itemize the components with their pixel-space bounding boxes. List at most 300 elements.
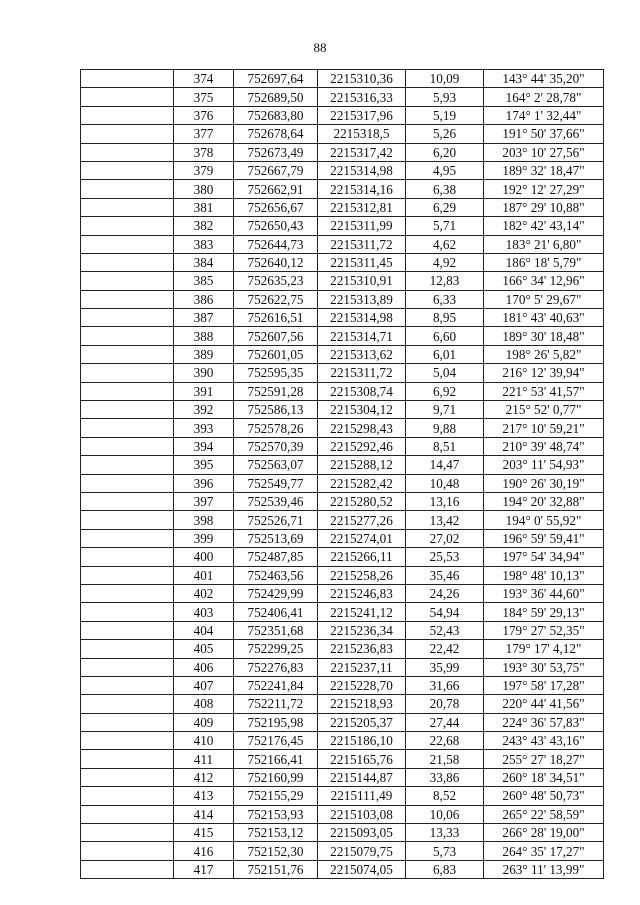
distance-cell: 5,04 [406, 364, 484, 382]
bearing-cell: 194° 0' 55,92" [484, 511, 604, 529]
bearing-cell: 263° 11' 13,99" [484, 860, 604, 878]
y-coordinate-cell: 2215298,43 [318, 419, 406, 437]
x-coordinate-cell: 752549,77 [234, 474, 318, 492]
table-row [81, 272, 604, 290]
distance-cell: 8,51 [406, 437, 484, 455]
bearing-cell: 265° 22' 58,59" [484, 805, 604, 823]
point-number-cell: 378 [174, 143, 234, 161]
point-number-cell: 395 [174, 456, 234, 474]
table-row [81, 603, 604, 621]
y-coordinate-cell: 2215079,75 [318, 842, 406, 860]
bearing-cell: 220° 44' 41,56" [484, 695, 604, 713]
y-coordinate-cell: 2215313,89 [318, 290, 406, 308]
y-coordinate-cell: 2215165,76 [318, 750, 406, 768]
distance-cell: 10,48 [406, 474, 484, 492]
y-coordinate-cell: 2215241,12 [318, 603, 406, 621]
bearing-cell: 197° 54' 34,94" [484, 548, 604, 566]
bearing-cell: 255° 27' 18,27" [484, 750, 604, 768]
x-coordinate-cell: 752166,41 [234, 750, 318, 768]
table-row [81, 327, 604, 345]
point-number-cell: 392 [174, 401, 234, 419]
blank-cell [81, 125, 174, 143]
table-row [81, 345, 604, 363]
blank-cell [81, 492, 174, 510]
bearing-cell: 189° 32' 18,47" [484, 161, 604, 179]
blank-cell [81, 750, 174, 768]
bearing-cell: 215° 52' 0,77" [484, 401, 604, 419]
distance-cell: 8,95 [406, 309, 484, 327]
bearing-cell: 187° 29' 10,88" [484, 198, 604, 216]
point-number-cell: 409 [174, 713, 234, 731]
bearing-cell: 164° 2' 28,78" [484, 88, 604, 106]
blank-cell [81, 603, 174, 621]
blank-cell [81, 309, 174, 327]
table-row [81, 640, 604, 658]
table-row [81, 842, 604, 860]
x-coordinate-cell: 752640,12 [234, 253, 318, 271]
x-coordinate-cell: 752153,12 [234, 824, 318, 842]
point-number-cell: 404 [174, 621, 234, 639]
y-coordinate-cell: 2215314,98 [318, 309, 406, 327]
table-row [81, 511, 604, 529]
x-coordinate-cell: 752591,28 [234, 382, 318, 400]
x-coordinate-cell: 752429,99 [234, 584, 318, 602]
point-number-cell: 402 [174, 584, 234, 602]
blank-cell [81, 253, 174, 271]
blank-cell [81, 640, 174, 658]
y-coordinate-cell: 2215277,26 [318, 511, 406, 529]
table-row [81, 309, 604, 327]
point-number-cell: 417 [174, 860, 234, 878]
bearing-cell: 266° 28' 19,00" [484, 824, 604, 842]
y-coordinate-cell: 2215311,72 [318, 235, 406, 253]
blank-cell [81, 474, 174, 492]
bearing-cell: 203° 10' 27,56" [484, 143, 604, 161]
point-number-cell: 406 [174, 658, 234, 676]
y-coordinate-cell: 2215282,42 [318, 474, 406, 492]
distance-cell: 6,20 [406, 143, 484, 161]
bearing-cell: 184° 59' 29,13" [484, 603, 604, 621]
distance-cell: 5,71 [406, 217, 484, 235]
bearing-cell: 224° 36' 57,83" [484, 713, 604, 731]
page-number: 88 [313, 40, 327, 55]
distance-cell: 25,53 [406, 548, 484, 566]
distance-cell: 5,19 [406, 106, 484, 124]
table-row [81, 824, 604, 842]
blank-cell [81, 732, 174, 750]
blank-cell [81, 345, 174, 363]
bearing-cell: 174° 1' 32,44" [484, 106, 604, 124]
distance-cell: 6,01 [406, 345, 484, 363]
blank-cell [81, 787, 174, 805]
blank-cell [81, 364, 174, 382]
blank-cell [81, 676, 174, 694]
distance-cell: 10,09 [406, 70, 484, 88]
coordinates-table-body [81, 70, 604, 879]
table-row [81, 732, 604, 750]
bearing-cell: 210° 39' 48,74" [484, 437, 604, 455]
blank-cell [81, 584, 174, 602]
y-coordinate-cell: 2215111,49 [318, 787, 406, 805]
blank-cell [81, 180, 174, 198]
y-coordinate-cell: 2215280,52 [318, 492, 406, 510]
x-coordinate-cell: 752152,30 [234, 842, 318, 860]
point-number-cell: 410 [174, 732, 234, 750]
table-row [81, 253, 604, 271]
point-number-cell: 383 [174, 235, 234, 253]
point-number-cell: 396 [174, 474, 234, 492]
x-coordinate-cell: 752673,49 [234, 143, 318, 161]
blank-cell [81, 419, 174, 437]
distance-cell: 52,43 [406, 621, 484, 639]
bearing-cell: 143° 44' 35,20" [484, 70, 604, 88]
table-row [81, 768, 604, 786]
table-row [81, 658, 604, 676]
point-number-cell: 385 [174, 272, 234, 290]
point-number-cell: 397 [174, 492, 234, 510]
point-number-cell: 390 [174, 364, 234, 382]
x-coordinate-cell: 752241,84 [234, 676, 318, 694]
x-coordinate-cell: 752539,46 [234, 492, 318, 510]
blank-cell [81, 106, 174, 124]
bearing-cell: 179° 27' 52,35" [484, 621, 604, 639]
bearing-cell: 191° 50' 37,66" [484, 125, 604, 143]
x-coordinate-cell: 752662,91 [234, 180, 318, 198]
point-number-cell: 399 [174, 529, 234, 547]
y-coordinate-cell: 2215186,10 [318, 732, 406, 750]
blank-cell [81, 824, 174, 842]
x-coordinate-cell: 752406,41 [234, 603, 318, 621]
blank-cell [81, 713, 174, 731]
distance-cell: 6,38 [406, 180, 484, 198]
x-coordinate-cell: 752176,45 [234, 732, 318, 750]
y-coordinate-cell: 2215274,01 [318, 529, 406, 547]
bearing-cell: 203° 11' 54,93" [484, 456, 604, 474]
table-row [81, 290, 604, 308]
x-coordinate-cell: 752635,23 [234, 272, 318, 290]
table-row [81, 548, 604, 566]
blank-cell [81, 456, 174, 474]
point-number-cell: 389 [174, 345, 234, 363]
distance-cell: 13,16 [406, 492, 484, 510]
point-number-cell: 415 [174, 824, 234, 842]
table-row [81, 805, 604, 823]
x-coordinate-cell: 752151,76 [234, 860, 318, 878]
bearing-cell: 217° 10' 59,21" [484, 419, 604, 437]
blank-cell [81, 382, 174, 400]
distance-cell: 14,47 [406, 456, 484, 474]
distance-cell: 8,52 [406, 787, 484, 805]
distance-cell: 35,46 [406, 566, 484, 584]
point-number-cell: 405 [174, 640, 234, 658]
point-number-cell: 388 [174, 327, 234, 345]
y-coordinate-cell: 2215310,36 [318, 70, 406, 88]
y-coordinate-cell: 2215218,93 [318, 695, 406, 713]
blank-cell [81, 805, 174, 823]
distance-cell: 5,73 [406, 842, 484, 860]
bearing-cell: 183° 21' 6,80" [484, 235, 604, 253]
distance-cell: 22,68 [406, 732, 484, 750]
table-row [81, 695, 604, 713]
x-coordinate-cell: 752678,64 [234, 125, 318, 143]
x-coordinate-cell: 752644,73 [234, 235, 318, 253]
point-number-cell: 398 [174, 511, 234, 529]
y-coordinate-cell: 2215093,05 [318, 824, 406, 842]
distance-cell: 6,92 [406, 382, 484, 400]
distance-cell: 22,42 [406, 640, 484, 658]
bearing-cell: 179° 17' 4,12" [484, 640, 604, 658]
x-coordinate-cell: 752160,99 [234, 768, 318, 786]
bearing-cell: 221° 53' 41,57" [484, 382, 604, 400]
point-number-cell: 379 [174, 161, 234, 179]
x-coordinate-cell: 752607,56 [234, 327, 318, 345]
x-coordinate-cell: 752153,93 [234, 805, 318, 823]
table-row [81, 437, 604, 455]
table-row [81, 713, 604, 731]
point-number-cell: 407 [174, 676, 234, 694]
distance-cell: 9,88 [406, 419, 484, 437]
blank-cell [81, 566, 174, 584]
blank-cell [81, 217, 174, 235]
bearing-cell: 170° 5' 29,67" [484, 290, 604, 308]
distance-cell: 27,44 [406, 713, 484, 731]
y-coordinate-cell: 2215312,81 [318, 198, 406, 216]
y-coordinate-cell: 2215314,16 [318, 180, 406, 198]
y-coordinate-cell: 2215311,99 [318, 217, 406, 235]
point-number-cell: 384 [174, 253, 234, 271]
y-coordinate-cell: 2215205,37 [318, 713, 406, 731]
blank-cell [81, 860, 174, 878]
x-coordinate-cell: 752155,29 [234, 787, 318, 805]
blank-cell [81, 621, 174, 639]
y-coordinate-cell: 2215314,98 [318, 161, 406, 179]
table-row [81, 143, 604, 161]
table-row [81, 235, 604, 253]
y-coordinate-cell: 2215311,45 [318, 253, 406, 271]
distance-cell: 4,92 [406, 253, 484, 271]
blank-cell [81, 161, 174, 179]
bearing-cell: 194° 20' 32,88" [484, 492, 604, 510]
point-number-cell: 401 [174, 566, 234, 584]
blank-cell [81, 198, 174, 216]
x-coordinate-cell: 752513,69 [234, 529, 318, 547]
x-coordinate-cell: 752195,98 [234, 713, 318, 731]
y-coordinate-cell: 2215316,33 [318, 88, 406, 106]
bearing-cell: 198° 26' 5,82" [484, 345, 604, 363]
x-coordinate-cell: 752683,80 [234, 106, 318, 124]
distance-cell: 31,66 [406, 676, 484, 694]
y-coordinate-cell: 2215246,83 [318, 584, 406, 602]
y-coordinate-cell: 2215236,83 [318, 640, 406, 658]
blank-cell [81, 437, 174, 455]
bearing-cell: 182° 42' 43,14" [484, 217, 604, 235]
table-row [81, 529, 604, 547]
point-number-cell: 413 [174, 787, 234, 805]
table-row [81, 88, 604, 106]
coordinates-table [80, 69, 604, 879]
y-coordinate-cell: 2215258,26 [318, 566, 406, 584]
point-number-cell: 393 [174, 419, 234, 437]
blank-cell [81, 401, 174, 419]
point-number-cell: 374 [174, 70, 234, 88]
y-coordinate-cell: 2215314,71 [318, 327, 406, 345]
bearing-cell: 260° 48' 50,73" [484, 787, 604, 805]
distance-cell: 4,95 [406, 161, 484, 179]
table-row [81, 621, 604, 639]
table-row [81, 419, 604, 437]
table-row [81, 180, 604, 198]
point-number-cell: 408 [174, 695, 234, 713]
blank-cell [81, 327, 174, 345]
point-number-cell: 377 [174, 125, 234, 143]
y-coordinate-cell: 2215310,91 [318, 272, 406, 290]
blank-cell [81, 235, 174, 253]
point-number-cell: 380 [174, 180, 234, 198]
y-coordinate-cell: 2215304,12 [318, 401, 406, 419]
table-row [81, 70, 604, 88]
x-coordinate-cell: 752616,51 [234, 309, 318, 327]
blank-cell [81, 548, 174, 566]
distance-cell: 54,94 [406, 603, 484, 621]
bearing-cell: 192° 12' 27,29" [484, 180, 604, 198]
bearing-cell: 196° 59' 59,41" [484, 529, 604, 547]
distance-cell: 33,86 [406, 768, 484, 786]
x-coordinate-cell: 752601,05 [234, 345, 318, 363]
bearing-cell: 190° 26' 30,19" [484, 474, 604, 492]
table-row [81, 401, 604, 419]
point-number-cell: 411 [174, 750, 234, 768]
x-coordinate-cell: 752526,71 [234, 511, 318, 529]
y-coordinate-cell: 2215317,96 [318, 106, 406, 124]
x-coordinate-cell: 752697,64 [234, 70, 318, 88]
point-number-cell: 386 [174, 290, 234, 308]
table-row [81, 217, 604, 235]
x-coordinate-cell: 752622,75 [234, 290, 318, 308]
x-coordinate-cell: 752650,43 [234, 217, 318, 235]
point-number-cell: 391 [174, 382, 234, 400]
y-coordinate-cell: 2215228,70 [318, 676, 406, 694]
bearing-cell: 193° 30' 53,75" [484, 658, 604, 676]
y-coordinate-cell: 2215144,87 [318, 768, 406, 786]
x-coordinate-cell: 752351,68 [234, 621, 318, 639]
table-row [81, 676, 604, 694]
x-coordinate-cell: 752667,79 [234, 161, 318, 179]
x-coordinate-cell: 752656,67 [234, 198, 318, 216]
blank-cell [81, 768, 174, 786]
distance-cell: 21,58 [406, 750, 484, 768]
x-coordinate-cell: 752586,13 [234, 401, 318, 419]
distance-cell: 12,83 [406, 272, 484, 290]
bearing-cell: 198° 48' 10,13" [484, 566, 604, 584]
point-number-cell: 381 [174, 198, 234, 216]
point-number-cell: 382 [174, 217, 234, 235]
y-coordinate-cell: 2215308,74 [318, 382, 406, 400]
bearing-cell: 166° 34' 12,96" [484, 272, 604, 290]
blank-cell [81, 842, 174, 860]
distance-cell: 5,26 [406, 125, 484, 143]
y-coordinate-cell: 2215237,11 [318, 658, 406, 676]
table-row [81, 456, 604, 474]
x-coordinate-cell: 752299,25 [234, 640, 318, 658]
table-row [81, 474, 604, 492]
y-coordinate-cell: 2215313,62 [318, 345, 406, 363]
distance-cell: 6,33 [406, 290, 484, 308]
table-row [81, 125, 604, 143]
distance-cell: 10,06 [406, 805, 484, 823]
table-row [81, 106, 604, 124]
distance-cell: 4,62 [406, 235, 484, 253]
y-coordinate-cell: 2215074,05 [318, 860, 406, 878]
bearing-cell: 216° 12' 39,94" [484, 364, 604, 382]
table-row [81, 198, 604, 216]
bearing-cell: 181° 43' 40,63" [484, 309, 604, 327]
point-number-cell: 376 [174, 106, 234, 124]
blank-cell [81, 658, 174, 676]
table-row [81, 492, 604, 510]
table-row [81, 750, 604, 768]
table-row [81, 787, 604, 805]
distance-cell: 35,99 [406, 658, 484, 676]
distance-cell: 6,83 [406, 860, 484, 878]
point-number-cell: 375 [174, 88, 234, 106]
y-coordinate-cell: 2215311,72 [318, 364, 406, 382]
x-coordinate-cell: 752276,83 [234, 658, 318, 676]
distance-cell: 5,93 [406, 88, 484, 106]
point-number-cell: 412 [174, 768, 234, 786]
point-number-cell: 416 [174, 842, 234, 860]
distance-cell: 27,02 [406, 529, 484, 547]
y-coordinate-cell: 2215266,11 [318, 548, 406, 566]
y-coordinate-cell: 2215292,46 [318, 437, 406, 455]
bearing-cell: 264° 35' 17,27" [484, 842, 604, 860]
point-number-cell: 403 [174, 603, 234, 621]
x-coordinate-cell: 752563,07 [234, 456, 318, 474]
table-row [81, 860, 604, 878]
blank-cell [81, 511, 174, 529]
point-number-cell: 400 [174, 548, 234, 566]
x-coordinate-cell: 752595,35 [234, 364, 318, 382]
distance-cell: 24,26 [406, 584, 484, 602]
blank-cell [81, 143, 174, 161]
blank-cell [81, 88, 174, 106]
distance-cell: 9,71 [406, 401, 484, 419]
y-coordinate-cell: 2215236,34 [318, 621, 406, 639]
blank-cell [81, 70, 174, 88]
blank-cell [81, 695, 174, 713]
y-coordinate-cell: 2215317,42 [318, 143, 406, 161]
point-number-cell: 387 [174, 309, 234, 327]
table-row [81, 161, 604, 179]
bearing-cell: 197° 58' 17,28" [484, 676, 604, 694]
distance-cell: 6,29 [406, 198, 484, 216]
bearing-cell: 189° 30' 18,48" [484, 327, 604, 345]
distance-cell: 13,33 [406, 824, 484, 842]
blank-cell [81, 529, 174, 547]
table-row [81, 382, 604, 400]
table-row [81, 364, 604, 382]
table-row [81, 566, 604, 584]
y-coordinate-cell: 2215103,08 [318, 805, 406, 823]
distance-cell: 13,42 [406, 511, 484, 529]
point-number-cell: 414 [174, 805, 234, 823]
x-coordinate-cell: 752689,50 [234, 88, 318, 106]
distance-cell: 6,60 [406, 327, 484, 345]
distance-cell: 20,78 [406, 695, 484, 713]
point-number-cell: 394 [174, 437, 234, 455]
table-row [81, 584, 604, 602]
blank-cell [81, 290, 174, 308]
bearing-cell: 186° 18' 5,79" [484, 253, 604, 271]
